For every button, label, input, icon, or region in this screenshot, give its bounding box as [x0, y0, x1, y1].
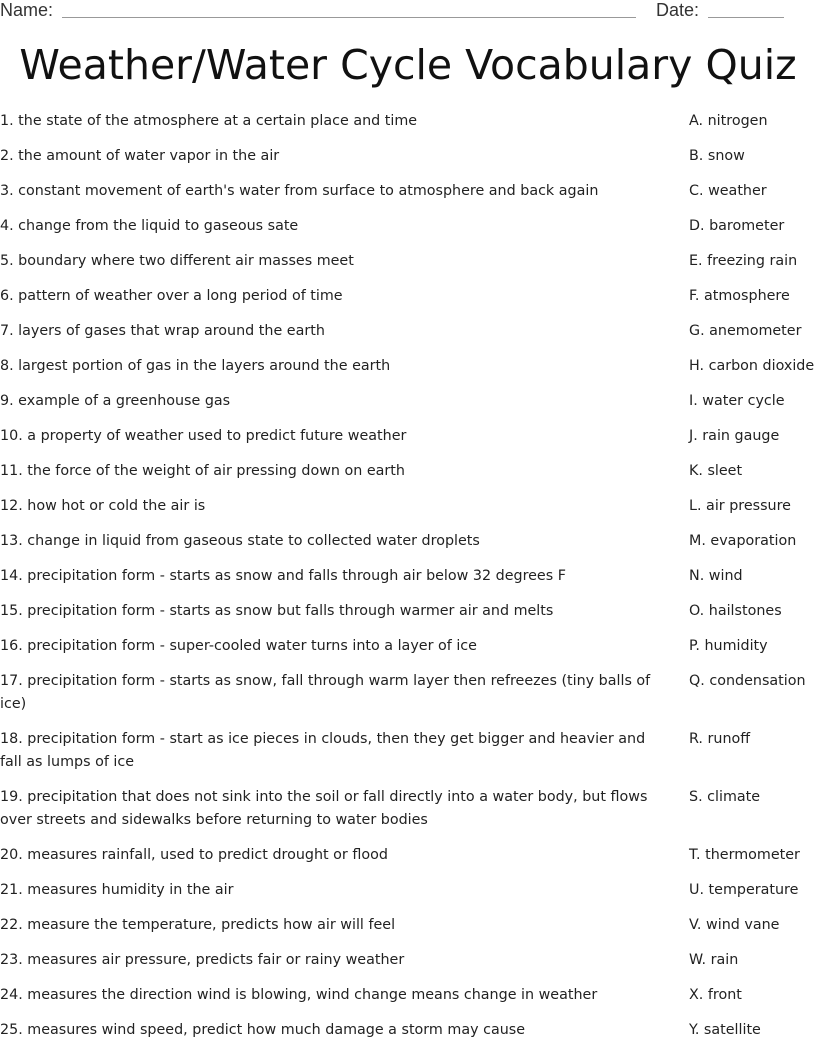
- page-title: Weather/Water Cycle Vocabulary Quiz: [19, 41, 797, 89]
- question-text: 21. measures humidity in the air: [0, 882, 234, 898]
- date-label: Date:: [656, 0, 700, 20]
- answer-option: J. rain gauge: [689, 428, 780, 444]
- answer-option: O. hailstones: [689, 603, 782, 619]
- question-text: 20. measures rainfall, used to predict drought or flood: [0, 847, 388, 863]
- quiz-row: [0, 285, 816, 308]
- answer-option: U. temperature: [689, 882, 799, 898]
- answer-option: P. humidity: [689, 638, 768, 654]
- question-text: 18. precipitation form - start as ice pieces in clouds, then they get bigger and heavier and fall as lumps of ice: [0, 731, 646, 770]
- quiz-row: [0, 390, 816, 413]
- answer-option: G. anemometer: [689, 323, 802, 339]
- quiz-row: [0, 600, 816, 623]
- answer-option: S. climate: [689, 789, 761, 805]
- answer-option: D. barometer: [689, 218, 785, 234]
- question-text: 14. precipitation form - starts as snow and falls through air below 32 degrees F: [0, 568, 566, 584]
- quiz-row: [0, 145, 816, 168]
- quiz-row: [0, 180, 816, 203]
- header-row: [0, 0, 816, 28]
- answer-option: H. carbon dioxide: [689, 358, 815, 374]
- quiz-row: [0, 844, 816, 867]
- question-text: 23. measures air pressure, predicts fair or rainy weather: [0, 952, 405, 968]
- question-text: 5. boundary where two different air masses meet: [0, 253, 354, 269]
- question-text: 3. constant movement of earth's water from surface to atmosphere and back again: [0, 183, 599, 199]
- answer-option: Y. satellite: [689, 1022, 761, 1038]
- quiz-row: [0, 984, 816, 1007]
- question-text: 12. how hot or cold the air is: [0, 498, 206, 514]
- quiz-row: [0, 786, 816, 832]
- answer-option: L. air pressure: [689, 498, 791, 514]
- quiz-row: [0, 1019, 816, 1042]
- date-blank-line: [708, 17, 784, 18]
- question-text: 1. the state of the atmosphere at a certain place and time: [0, 113, 418, 129]
- question-text: 6. pattern of weather over a long period of time: [0, 288, 343, 304]
- answer-option: E. freezing rain: [689, 253, 798, 269]
- answer-option: T. thermometer: [689, 847, 800, 863]
- answer-option: X. front: [689, 987, 742, 1003]
- answer-option: K. sleet: [689, 463, 743, 479]
- answer-option: A. nitrogen: [689, 113, 768, 129]
- question-text: 7. layers of gases that wrap around the earth: [0, 323, 325, 339]
- question-text: 22. measure the temperature, predicts how air will feel: [0, 917, 396, 933]
- quiz-row: [0, 215, 816, 238]
- question-text: 19. precipitation that does not sink into the soil or fall directly into a water body, but flows over streets and sidewalks before returning to water bodies: [0, 789, 648, 828]
- quiz-row: [0, 250, 816, 273]
- quiz-row: [0, 530, 816, 553]
- question-text: 15. precipitation form - starts as snow but falls through warmer air and melts: [0, 603, 554, 619]
- question-text: 2. the amount of water vapor in the air: [0, 148, 280, 164]
- answer-option: B. snow: [689, 148, 745, 164]
- quiz-row: [0, 460, 816, 483]
- quiz-row: [0, 914, 816, 937]
- question-text: 13. change in liquid from gaseous state to collected water droplets: [0, 533, 480, 549]
- quiz-row: [0, 320, 816, 343]
- answer-option: Q. condensation: [689, 673, 806, 689]
- question-text: 9. example of a greenhouse gas: [0, 393, 231, 409]
- answer-option: N. wind: [689, 568, 743, 584]
- question-text: 8. largest portion of gas in the layers around the earth: [0, 358, 391, 374]
- answer-option: M. evaporation: [689, 533, 797, 549]
- quiz-list: [0, 110, 816, 1054]
- quiz-row: [0, 728, 816, 774]
- answer-option: F. atmosphere: [689, 288, 790, 304]
- answer-option: V. wind vane: [689, 917, 780, 933]
- question-text: 11. the force of the weight of air pressing down on earth: [0, 463, 405, 479]
- quiz-row: [0, 949, 816, 972]
- question-text: 25. measures wind speed, predict how much damage a storm may cause: [0, 1022, 526, 1038]
- question-text: 4. change from the liquid to gaseous sate: [0, 218, 299, 234]
- question-text: 24. measures the direction wind is blowing, wind change means change in weather: [0, 987, 598, 1003]
- quiz-row: [0, 355, 816, 378]
- name-label: Name:: [0, 0, 54, 20]
- quiz-row: [0, 670, 816, 716]
- answer-option: R. runoff: [689, 731, 751, 747]
- quiz-row: [0, 879, 816, 902]
- answer-option: W. rain: [689, 952, 739, 968]
- quiz-row: [0, 425, 816, 448]
- answer-option: I. water cycle: [689, 393, 785, 409]
- question-text: 17. precipitation form - starts as snow, fall through warm layer then refreezes (tiny balls of ice): [0, 673, 651, 712]
- quiz-row: [0, 635, 816, 658]
- quiz-row: [0, 495, 816, 518]
- question-text: 16. precipitation form - super-cooled water turns into a layer of ice: [0, 638, 477, 654]
- quiz-row: [0, 565, 816, 588]
- name-blank-line: [62, 17, 636, 18]
- quiz-row: [0, 110, 816, 133]
- question-text: 10. a property of weather used to predict future weather: [0, 428, 407, 444]
- answer-option: C. weather: [689, 183, 767, 199]
